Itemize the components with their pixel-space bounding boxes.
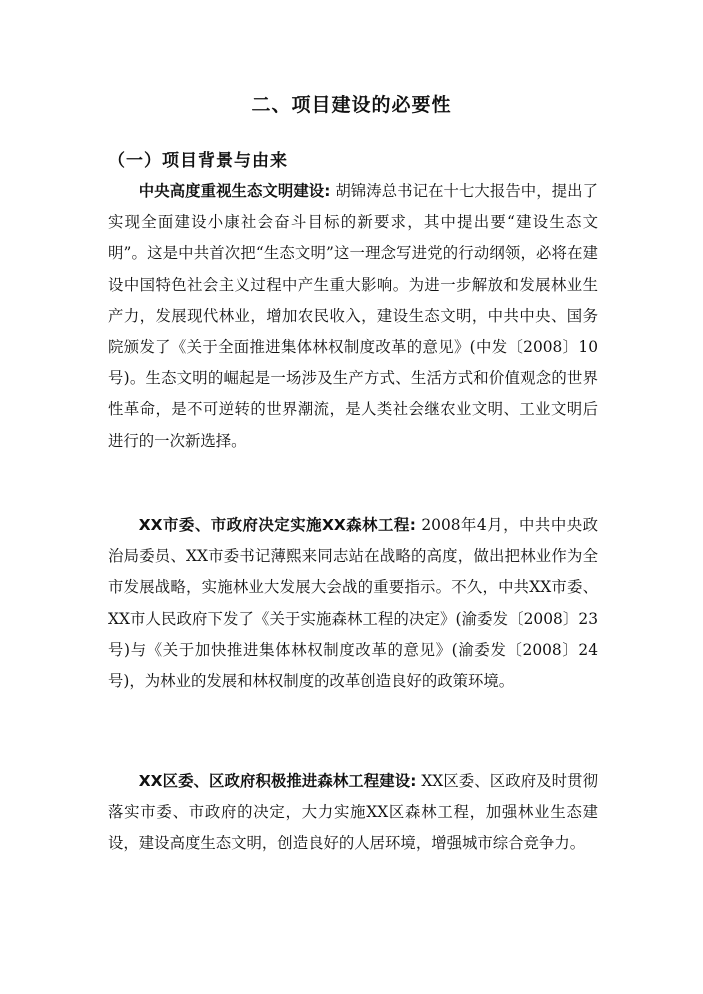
paragraph-lead: 中央高度重视生态文明建设: <box>138 182 331 200</box>
paragraph-central-ecology <box>108 176 598 457</box>
paragraph-body: 胡锦涛总书记在十七大报告中，提出了实现全面建设小康社会奋斗目标的新要求，其中提出要“建设生态文明”。这是中共首次把“生态文明”这一理念写进党的行动纲领，必将在建设中国特色社会主义过程中产生重大影响。为进一步解放和发展林业生产力，发展现代林业，增加农民收入，建设生态文明，中共中央、国务院颁发了《关于全面推进集体林权制度改革的意见》(中发〔2008〕10号)。生态文明的崛起是一场涉及生产方式、生活方式和价值观念的世界性革命，是不可逆转的世界潮流，是人类社会继农业文明、工业文明后进行的一次新选择。 <box>108 182 598 450</box>
paragraph-lead: XX市委、市政府决定实施XX森林工程: <box>138 516 416 534</box>
paragraph-district-forest-project <box>108 766 598 860</box>
paragraph-body: 2008年4月，中共中央政治局委员、XX市委书记薄熙来同志站在战略的高度，做出把林业作为全市发展战略，实施林业大发展大会战的重要指示。不久，中共XX市委、XX市人民政府下发了《关于实施森林工程的决定》(渝委发〔2008〕23号)与《关于加快推进集体林权制度改革的意见》(渝委发〔2008〕24号)，为林业的发展和林权制度的改革创造良好的政策环境。 <box>108 516 598 691</box>
paragraph-body: XX区委、区政府及时贯彻落实市委、市政府的决定，大力实施XX区森林工程，加强林业生态建设，建设高度生态文明，创造良好的人居环境，增强城市综合竞争力。 <box>108 772 598 853</box>
paragraph-city-forest-project <box>108 510 598 697</box>
document-title: 二、项目建设的必要性 <box>251 94 452 116</box>
section-heading: （一）项目背景与由来 <box>108 151 288 171</box>
paragraph-lead: XX区委、区政府积极推进森林工程建设: <box>138 772 417 790</box>
